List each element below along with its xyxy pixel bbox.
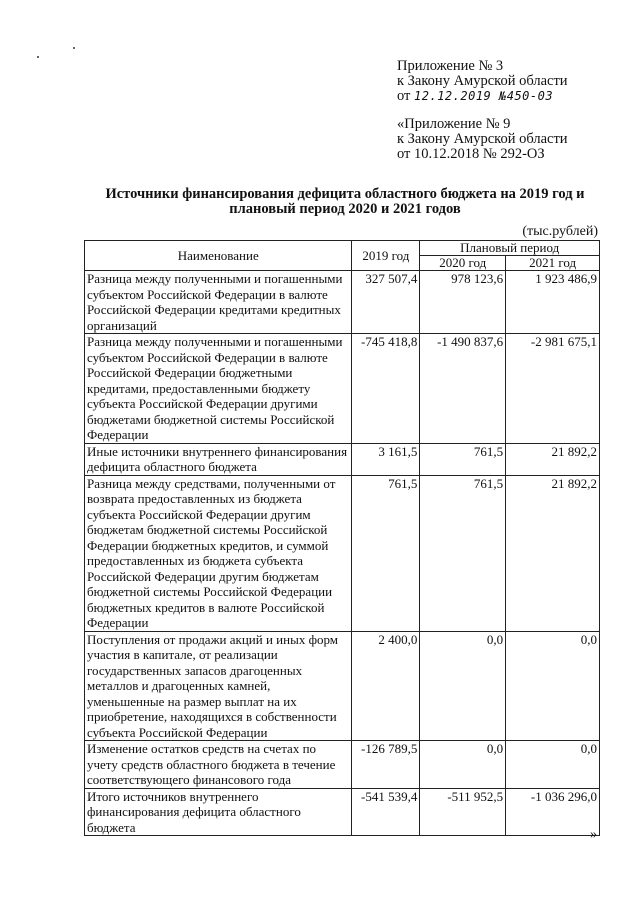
table-row <box>85 631 600 741</box>
table-row <box>85 475 600 631</box>
row-value-2020: -1 490 837,6 <box>420 334 506 444</box>
row-value-2020: 761,5 <box>420 443 506 475</box>
row-value-2021: 21 892,2 <box>506 475 600 631</box>
row-name: Итого источников внутреннего финансирования дефицита областного бюджета <box>85 788 352 836</box>
scan-speck <box>73 47 75 49</box>
row-name: Иные источники внутреннего финансирования дефицита областного бюджета <box>85 443 352 475</box>
row-value-2019: 3 161,5 <box>352 443 420 475</box>
table-row <box>85 741 600 789</box>
row-value-2019: -541 539,4 <box>352 788 420 836</box>
row-value-2019: 327 507,4 <box>352 271 420 334</box>
document-title: Источники финансирования дефицита областного бюджета на 2019 год и плановый период 2020 и 2021 годов <box>105 186 585 217</box>
column-header-planned: Плановый период <box>420 241 600 256</box>
row-value-2021: 0,0 <box>506 631 600 741</box>
row-name: Разница между средствами, полученными от возврата предоставленных из бюджета субъекта Российской Федерации другим бюджетам бюджетной системы Российской Федерации бюджетных кредитов, и суммой предоставленных из бюджета субъекта Российской Федерации другим бюджетам бюджетной системы Российской Федерации бюджетных кредитов в валюте Российской Федерации <box>85 475 352 631</box>
row-value-2019: 2 400,0 <box>352 631 420 741</box>
scan-speck <box>37 56 39 58</box>
row-value-2020: 0,0 <box>420 631 506 741</box>
amended-appendix-header <box>397 117 568 162</box>
appendix-law-ref: к Закону Амурской области <box>397 73 568 89</box>
row-value-2021: -2 981 675,1 <box>506 334 600 444</box>
units-label: (тыс.рублей) <box>522 224 598 239</box>
appendix-date-line: от 12.12.2019 №450-03 <box>397 88 554 104</box>
appendix-header <box>397 59 568 104</box>
row-value-2019: 761,5 <box>352 475 420 631</box>
column-header-2019: 2019 год <box>352 241 420 271</box>
column-header-2020: 2020 год <box>420 256 506 271</box>
financing-sources-table <box>84 240 600 836</box>
appendix-number: Приложение № 3 <box>397 58 504 74</box>
row-name: Изменение остатков средств на счетах по учету средств областного бюджета в течение соответствующего финансового года <box>85 741 352 789</box>
table-row-total <box>85 788 600 836</box>
row-value-2020: -511 952,5 <box>420 788 506 836</box>
amended-law-date: от 10.12.2018 № 292-ОЗ <box>397 146 545 162</box>
table-row <box>85 271 600 334</box>
row-name: Разница между полученными и погашенными субъектом Российской Федерации в валюте Российской Федерации бюджетными кредитами, предоставленными бюджету субъекта Российской Федерации другими бюджетами бюджетной системы Российской Федерации <box>85 334 352 444</box>
row-value-2020: 978 123,6 <box>420 271 506 334</box>
table-row <box>85 443 600 475</box>
row-value-2021: -1 036 296,0 <box>506 788 600 836</box>
row-value-2021: 0,0 <box>506 741 600 789</box>
column-header-2021: 2021 год <box>506 256 600 271</box>
handwritten-date-number: 12.12.2019 №450-03 <box>414 89 554 103</box>
row-value-2021: 21 892,2 <box>506 443 600 475</box>
row-value-2019: -126 789,5 <box>352 741 420 789</box>
amended-appendix-number: «Приложение № 9 <box>397 116 511 132</box>
row-value-2019: -745 418,8 <box>352 334 420 444</box>
row-value-2020: 761,5 <box>420 475 506 631</box>
amended-law-ref: к Закону Амурской области <box>397 131 568 147</box>
table-header-row <box>85 241 600 256</box>
row-value-2021: 1 923 486,9 <box>506 271 600 334</box>
row-name: Разница между полученными и погашенными субъектом Российской Федерации в валюте Российской Федерации кредитами кредитных организаций <box>85 271 352 334</box>
row-name: Поступления от продажи акций и иных форм участия в капитале, от реализации государственных запасов драгоценных металлов и драгоценных камней, уменьшенные на размер выплат на их приобретение, находящихся в собственности субъекта Российской Федерации <box>85 631 352 741</box>
table-row <box>85 334 600 444</box>
column-header-name: Наименование <box>85 241 352 271</box>
row-value-2020: 0,0 <box>420 741 506 789</box>
closing-quote: » <box>590 827 597 842</box>
